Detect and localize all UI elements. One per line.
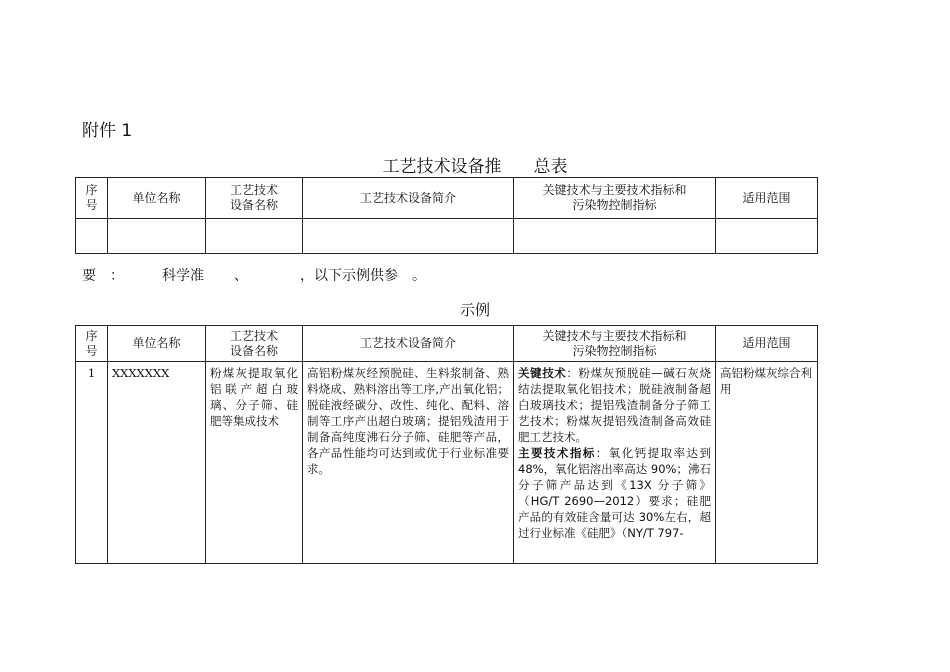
row-name: 粉煤灰提取氧化铝联产超白玻璃、分子筛、硅肥等集成技术 (206, 362, 303, 564)
empty-cell (76, 219, 108, 254)
example-title: 示例 (459, 301, 490, 319)
title-part-2: 总表 (533, 157, 568, 177)
header-name: 工艺技术 设备名称 (206, 178, 303, 219)
key-tech-text: ：粉煤灰预脱硅—碱石灰烧结法提取氧化铝技术；脱硅液制备超白玻璃技术；提铝残渣制备分子筛工艺技术；粉煤灰提铝残渣制备高效硅肥工艺技术。 (518, 366, 711, 444)
row-key (514, 362, 716, 564)
header-scope: 适用范围 (716, 326, 818, 362)
summary-table (75, 177, 818, 254)
key-tech-label: 关键技术 (518, 366, 567, 380)
empty-cell (206, 219, 303, 254)
attachment-label: 附件 1 (82, 121, 133, 141)
row-seq: 1 (76, 362, 108, 564)
summary-empty-row (76, 219, 818, 254)
example-header-row (76, 326, 818, 362)
summary-header-row (76, 178, 818, 219)
empty-cell (108, 219, 206, 254)
header-key: 关键技术与主要技术指标和 污染物控制指标 (514, 326, 716, 362)
header-name: 工艺技术 设备名称 (206, 326, 303, 362)
summary-table-title (0, 152, 950, 177)
header-unit: 单位名称 (108, 326, 206, 362)
empty-cell (716, 219, 818, 254)
example-data-row (76, 362, 818, 564)
row-scope: 高铝粉煤灰综合利用 (716, 362, 818, 564)
row-intro: 高铝粉煤灰经预脱硅、生料浆制备、熟料烧成、熟料溶出等工序,产出氧化铝；脱硅液经碳分、改性、纯化、配料、溶制等工序产出超白玻璃；提铝残渣用于制备高纯度沸石分子筛、硅肥等产品，各产品性能均可达到或优于行业标准要求。 (303, 362, 514, 564)
main-index-label: 主要技术指标 (518, 446, 596, 460)
header-seq: 序 号 (76, 326, 108, 362)
header-scope: 适用范围 (716, 178, 818, 219)
main-index-text: ：氧化钙提取率达到48%，氧化铝溶出率高达 90%；沸石分子筛产品达到《13X 分子筛》（HG/T 2690—2012）要求；硅肥产品的有效硅含量可达 30%左右，超过行业标准《硅肥》（NY/T 797- (518, 446, 711, 540)
header-seq: 序 号 (76, 178, 108, 219)
header-intro: 工艺技术设备简介 (303, 326, 514, 362)
header-unit: 单位名称 (108, 178, 206, 219)
row-unit: XXXXXXX (108, 362, 206, 564)
header-intro: 工艺技术设备简介 (303, 178, 514, 219)
example-table (75, 325, 818, 564)
empty-cell (514, 219, 716, 254)
empty-cell (303, 219, 514, 254)
requirement-line: 要 ： 科学准 、 ，以下示例供参 。 (82, 268, 426, 284)
title-part-1: 工艺技术设备推 (382, 157, 502, 177)
header-key: 关键技术与主要技术指标和 污染物控制指标 (514, 178, 716, 219)
